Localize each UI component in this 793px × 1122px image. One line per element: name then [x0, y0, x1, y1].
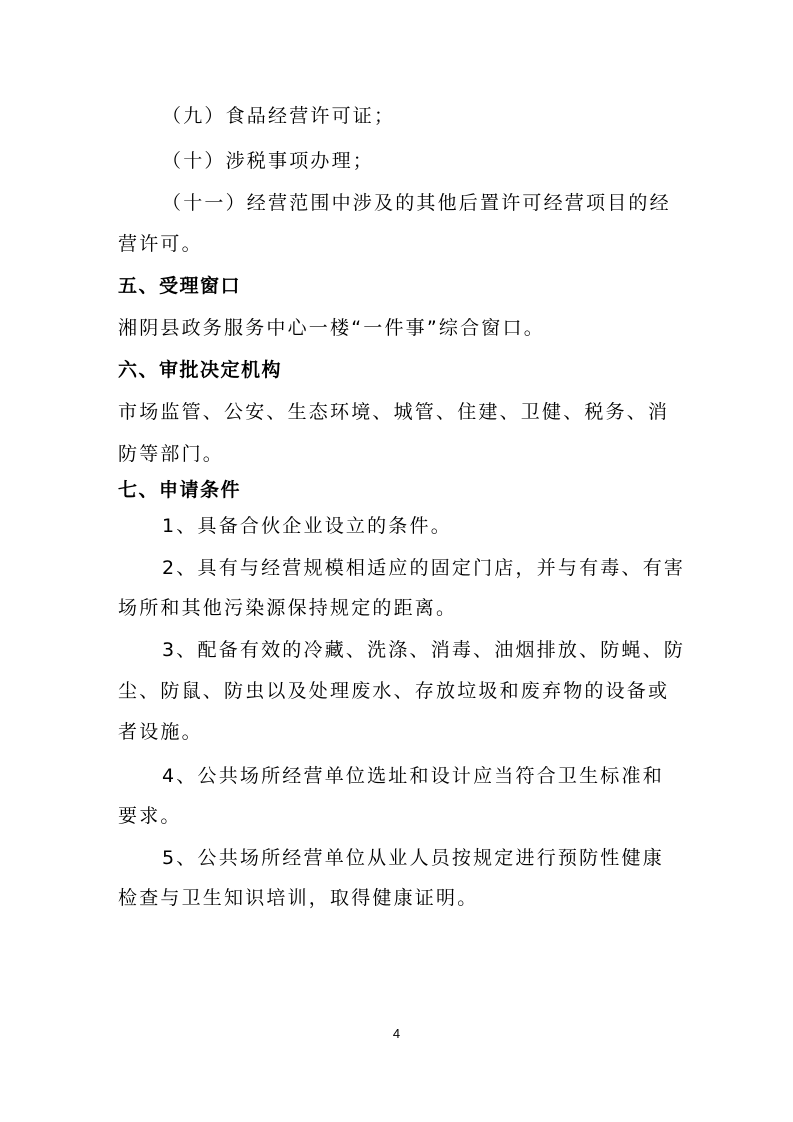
section-5-heading: 五、受理窗口	[118, 275, 242, 297]
condition-5: 5、公共场所经营单位从业人员按规定进行预防性健康	[162, 847, 664, 869]
list-item-9: （九）食品经营许可证；	[162, 105, 396, 127]
list-item-10: （十）涉税事项办理；	[162, 150, 375, 172]
page-number: 4	[392, 1026, 401, 1041]
condition-5-continued: 检查与卫生知识培训，取得健康证明。	[118, 887, 479, 909]
condition-3: 3、配备有效的冷藏、洗涤、消毒、油烟排放、防蝇、防	[162, 639, 686, 661]
condition-2: 2、具有与经营规模相适应的固定门店，并与有毒、有害	[162, 557, 686, 579]
condition-4: 4、公共场所经营单位选址和设计应当符合卫生标准和	[162, 765, 664, 787]
section-7-heading: 七、申请条件	[118, 479, 242, 501]
condition-3-continued-1: 尘、防鼠、防虫以及处理废水、存放垃圾和废弃物的设备或	[118, 680, 670, 702]
section-6-text-line-1: 市场监管、公安、生态环境、城管、住建、卫健、税务、消	[118, 401, 670, 423]
condition-3-continued-2: 者设施。	[118, 721, 203, 743]
condition-2-continued: 场所和其他污染源保持规定的距离。	[118, 597, 458, 619]
section-6-heading: 六、审批决定机构	[118, 359, 283, 381]
section-5-text: 湘阴县政务服务中心一楼“一件事”综合窗口。	[118, 317, 545, 339]
condition-1: 1、具备合伙企业设立的条件。	[162, 515, 452, 537]
list-item-11-continued: 营许可。	[118, 233, 203, 255]
list-item-11: （十一）经营范围中涉及的其他后置许可经营项目的经	[162, 192, 671, 214]
condition-4-continued: 要求。	[118, 805, 182, 827]
section-6-text-line-2: 防等部门。	[118, 443, 225, 465]
